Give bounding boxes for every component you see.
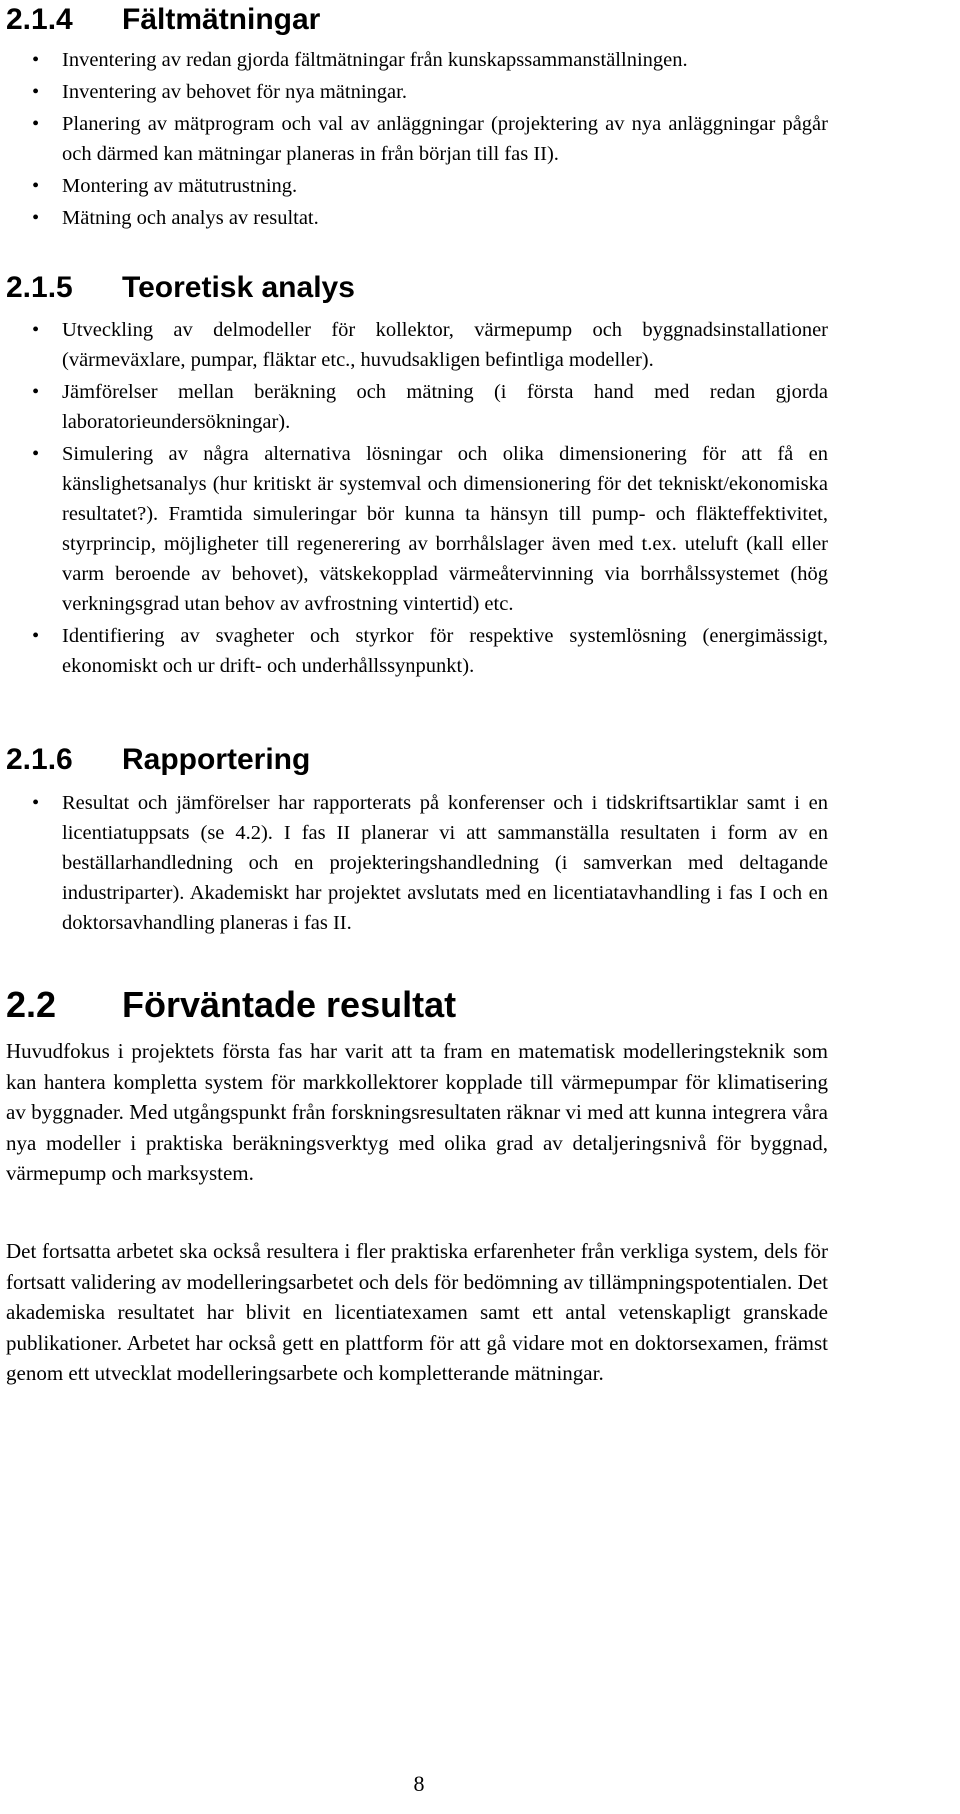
bullet-icon: • (32, 113, 40, 135)
paragraph: Det fortsatta arbetet ska också resultera i fler praktiska erfarenheter från verkliga system, dels för fortsatt validering av modelleringsarbetet och dels för bedömning av tillämpningspotentialen. Det akademiska resultatet har blivit en licentiatexamen samt ett antal vetenskapligt granskade publikationer. Arbetet har också gett en plattform för att gå vidare mot en doktorsexamen, främst genom ett utvecklat modelleringsarbete och kompletterande mätningar. (6, 1239, 828, 1385)
list-item (32, 439, 828, 619)
heading-title: Fältmätningar (122, 3, 321, 36)
heading-number: 2.2 (6, 984, 57, 1025)
list-item-text: Mätning och analys av resultat. (62, 207, 319, 229)
list-item (32, 171, 828, 201)
list-item-text: Montering av mätutrustning. (62, 175, 298, 197)
bullet-list-2-1-4 (32, 45, 828, 235)
bullet-icon: • (32, 175, 40, 197)
bullet-icon: • (32, 81, 40, 103)
heading-2-1-5 (6, 270, 355, 306)
heading-title: Rapportering (122, 743, 311, 776)
list-item-text: Inventering av redan gjorda fältmätningar från kunskapssammanställningen. (62, 49, 688, 71)
list-item (32, 109, 828, 169)
heading-number: 2.1.6 (6, 743, 73, 776)
list-item-text: Identifiering av svagheter och styrkor för respektive systemlösning (energimässigt, ekonomiskt och ur drift- och underhållssynpunkt). (62, 625, 828, 677)
bullet-list-2-1-6 (32, 788, 828, 940)
list-item-text: Jämförelser mellan beräkning och mätning (i första hand med redan gjorda laboratorieundersökningar). (62, 381, 828, 433)
list-item (32, 45, 828, 75)
list-item (32, 788, 828, 938)
bullet-icon: • (32, 381, 40, 403)
paragraph: Huvudfokus i projektets första fas har varit att ta fram en matematisk modelleringsteknik som kan hantera kompletta system för markkollektorer kopplade till värmepumpar för klimatisering av byggnader. Med utgångspunkt från forskningsresultaten räknar vi med att kunna integrera våra nya modeller i praktiska beräkningsverktyg med olika grad av detaljeringsnivå för byggnad, värmepump och marksystem. (6, 1039, 828, 1185)
list-item-text: Resultat och jämförelser har rapporterats på konferenser och i tidskriftsartiklar samt i en licentiatuppsats (se 4.2). I fas II planerar vi att sammanställa resultaten i form av en beställarhandledning och en projekteringshandledning (i samverkan med deltagande industriparter). Akademiskt har projektet avslutats med en licentiatavhandling i fas I och en doktorsavhandling planeras i fas II. (62, 792, 828, 934)
bullet-icon: • (32, 792, 40, 814)
heading-number: 2.1.5 (6, 271, 73, 304)
list-item-text: Simulering av några alternativa lösningar och olika dimensionering för att få en känslighetsanalys (hur kritiskt är systemval och dimensionering för det tekniskt/ekonomiska resultatet?). Framtida simuleringar bör kunna ta hänsyn till pump- och fläkteffektivitet, styrprincip, möjligheter till regenerering av borrhålslager även med t.ex. uteluft (kall eller varm beroende av behovet), vätskekopplad värmeåtervinning via borrhålssystemet (hög verkningsgrad utan behov av avfrostning vintertid) etc. (62, 443, 828, 615)
heading-2-2 (6, 984, 457, 1026)
bullet-list-2-1-5 (32, 315, 828, 683)
list-item (32, 203, 828, 233)
bullet-icon: • (32, 49, 40, 71)
heading-title: Förväntade resultat (122, 984, 457, 1025)
list-item-text: Inventering av behovet för nya mätningar. (62, 81, 407, 103)
bullet-icon: • (32, 625, 40, 647)
bullet-icon: • (32, 319, 40, 341)
heading-2-1-4 (6, 2, 321, 38)
bullet-icon: • (32, 443, 40, 465)
list-item-text: Utveckling av delmodeller för kollektor, värmepump och byggnadsinstallationer (värmeväxlare, pumpar, fläktar etc., huvudsakligen befintliga modeller). (62, 319, 828, 371)
heading-title: Teoretisk analys (122, 271, 355, 304)
bullet-icon: • (32, 207, 40, 229)
list-item (32, 621, 828, 681)
heading-number: 2.1.4 (6, 3, 73, 36)
page-number: 8 (413, 1771, 425, 1796)
heading-2-1-6 (6, 742, 311, 778)
list-item (32, 377, 828, 437)
list-item (32, 77, 828, 107)
list-item-text: Planering av mätprogram och val av anläggningar (projektering av nya anläggningar pågår och därmed kan mätningar planeras in från början till fas II). (62, 113, 828, 165)
list-item (32, 315, 828, 375)
